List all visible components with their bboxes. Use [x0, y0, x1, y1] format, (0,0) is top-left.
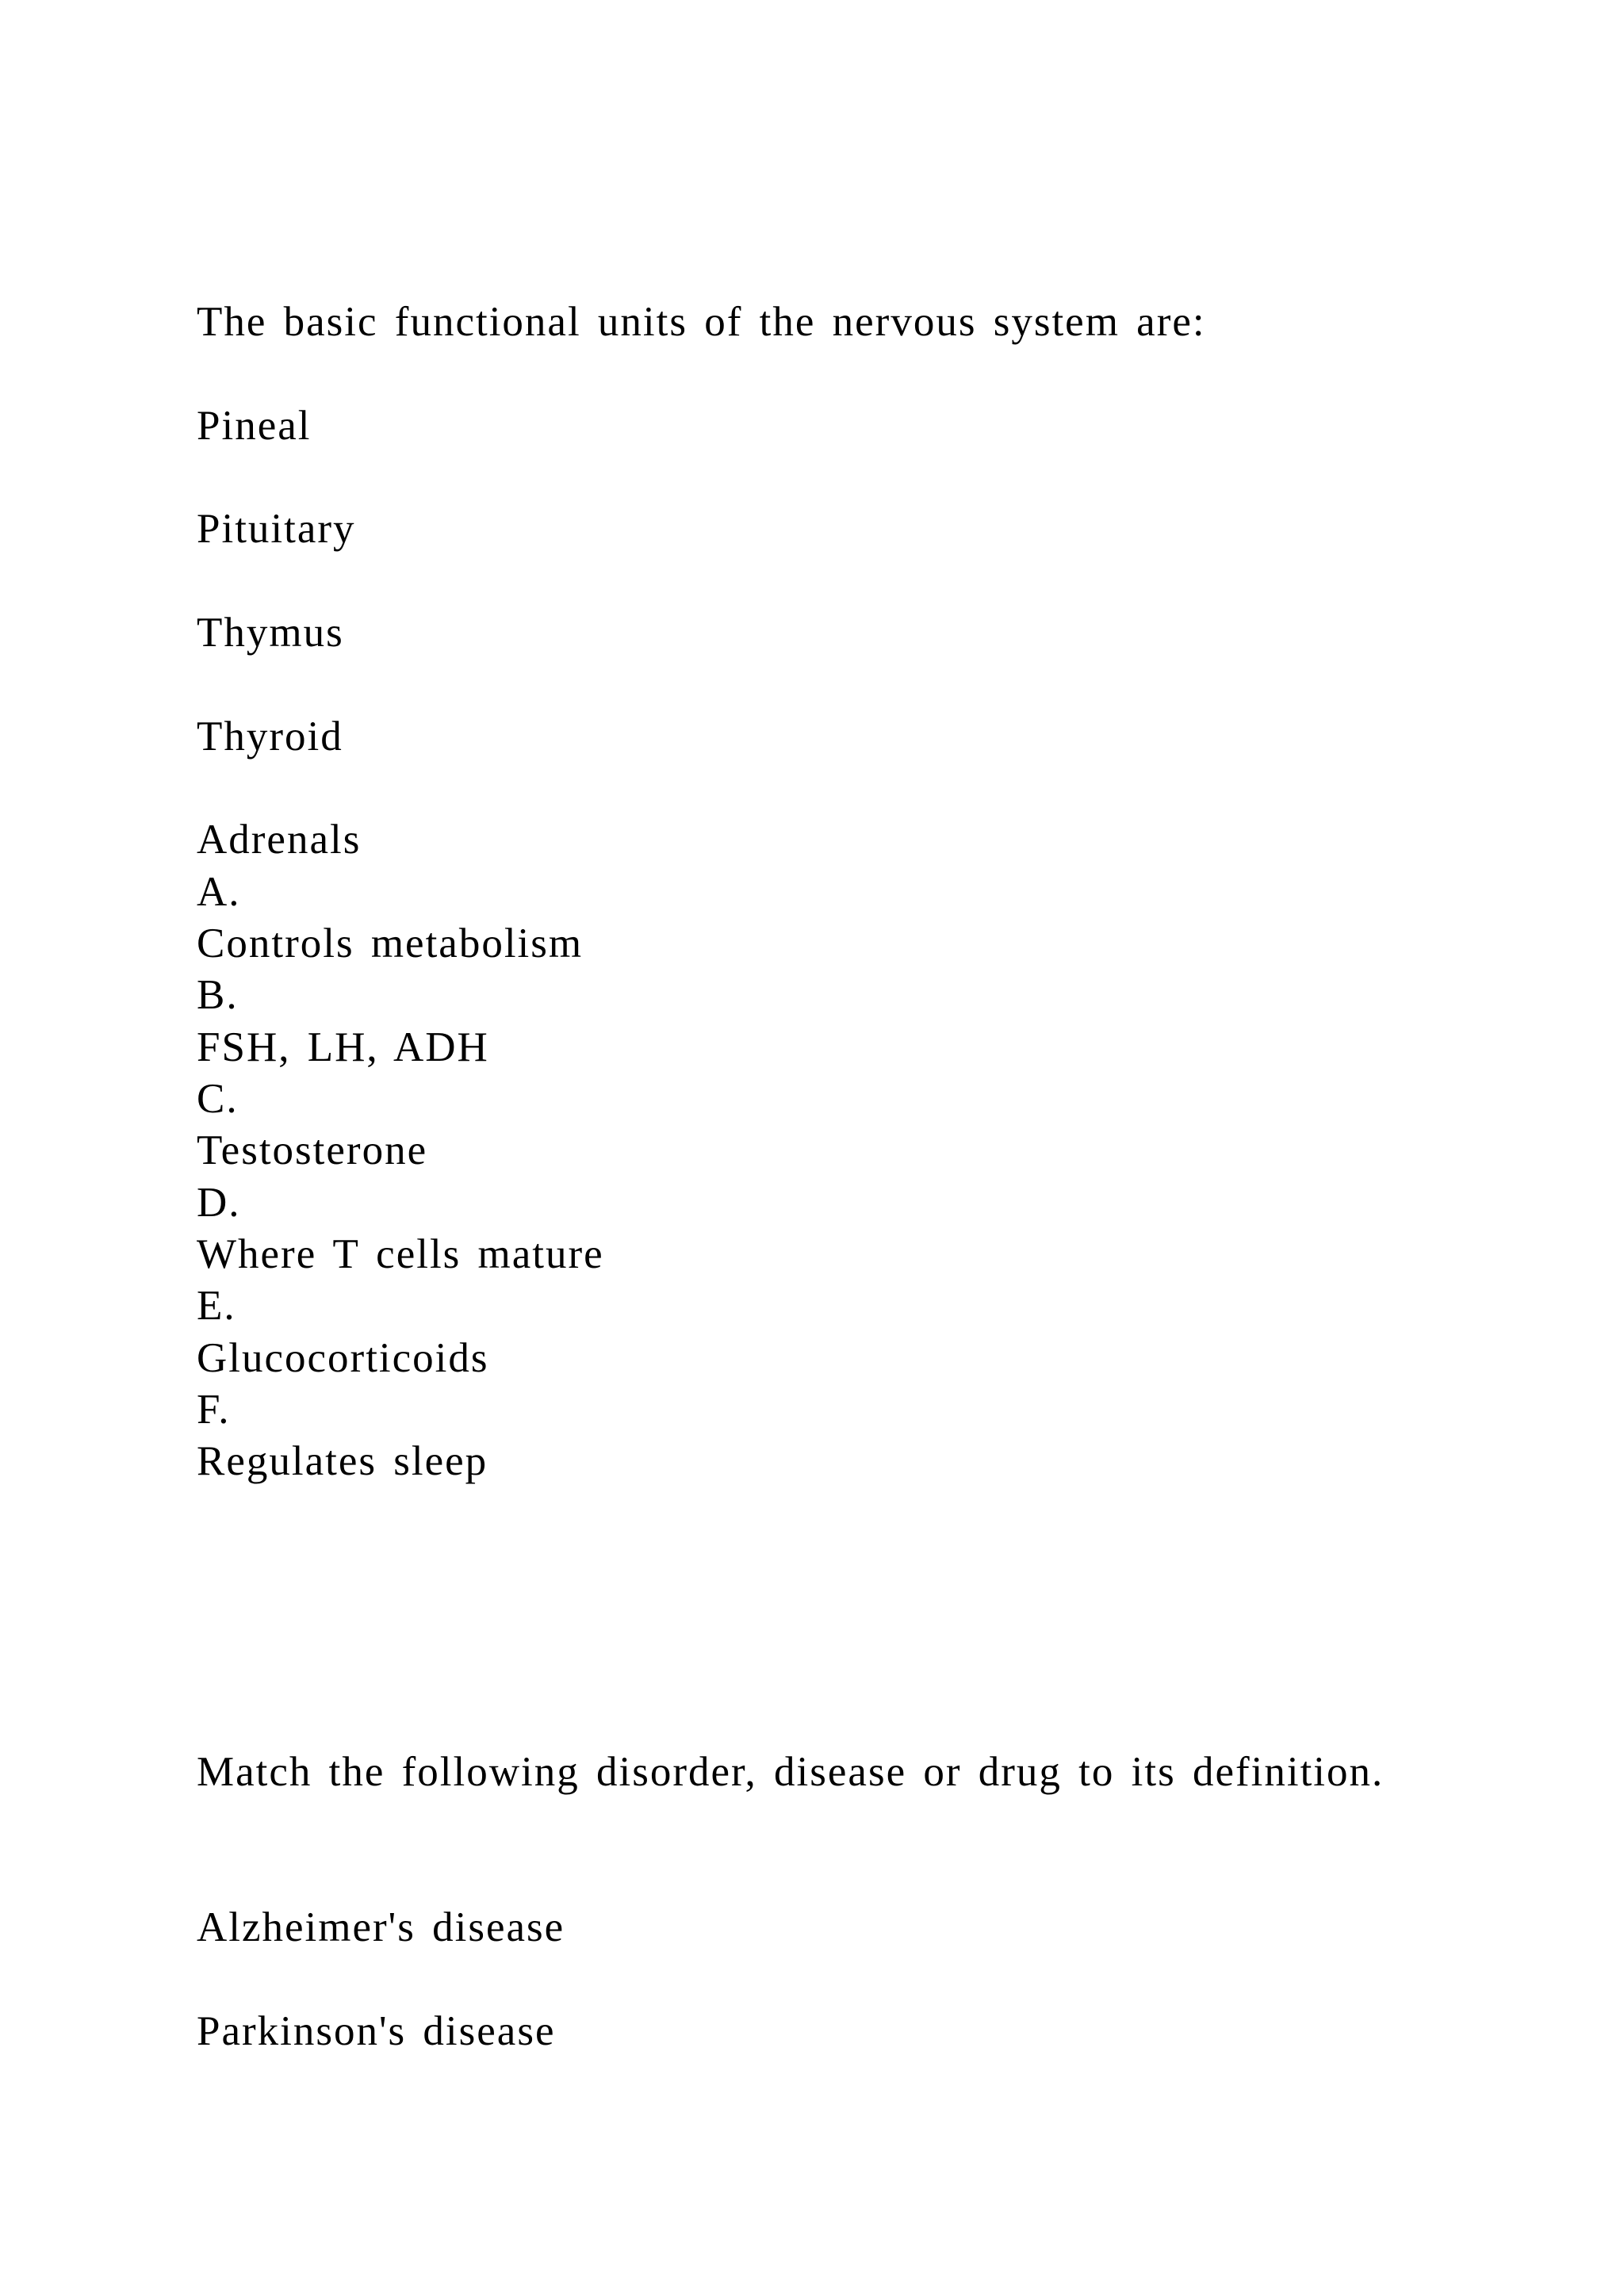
answer-label-e: E. [197, 1283, 236, 1330]
question1-option-pituitary: Pituitary [197, 506, 356, 553]
answer-text-f: Regulates sleep [197, 1438, 488, 1485]
question1-option-adrenals: Adrenals [197, 817, 362, 863]
question1-option-thyroid: Thyroid [197, 713, 343, 760]
answer-text-d: Where T cells mature [197, 1230, 604, 1277]
answer-label-f: F. [197, 1386, 231, 1433]
question2-prompt: Match the following disorder, disease or drug to its definition. [197, 1749, 1385, 1796]
question1-prompt: The basic functional units of the nervous system are: [197, 299, 1206, 345]
answer-label-a: A. [197, 868, 241, 915]
answer-text-a: Controls metabolism [197, 920, 584, 966]
answer-text-c: Testosterone [197, 1127, 428, 1174]
question1-option-thymus: Thymus [197, 609, 344, 656]
answer-text-b: FSH, LH, ADH [197, 1024, 489, 1070]
question2-item-parkinsons: Parkinson's disease [197, 2007, 556, 2054]
question1-option-pineal: Pineal [197, 402, 312, 449]
answer-label-d: D. [197, 1179, 241, 1226]
answer-label-b: B. [197, 972, 239, 1019]
question2-item-alzheimers: Alzheimer's disease [197, 1904, 565, 1951]
answer-label-c: C. [197, 1075, 239, 1122]
answer-text-e: Glucocorticoids [197, 1334, 489, 1381]
